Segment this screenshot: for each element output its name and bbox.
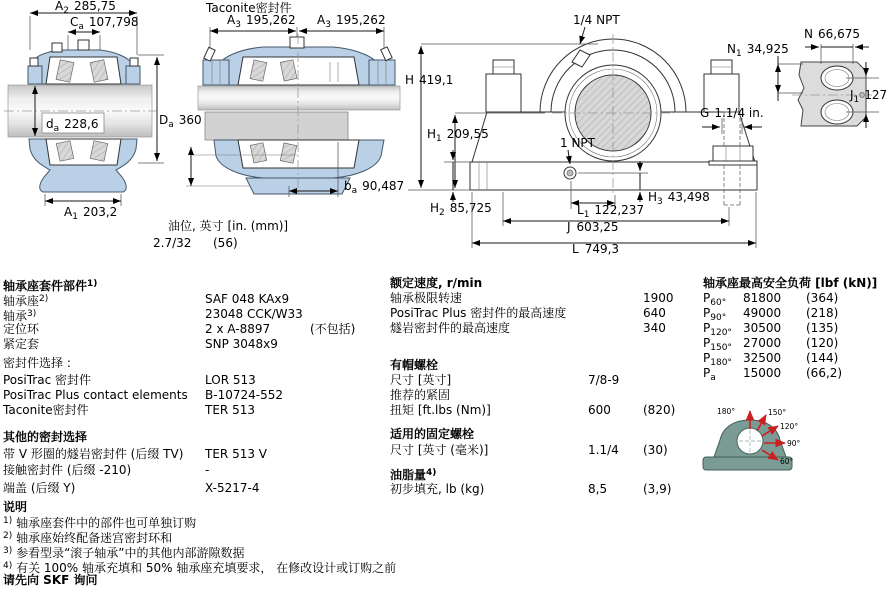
housing-parts-header: 轴承座套件部件$^{1)}$ (3, 279, 98, 293)
note-1: $^{1)}$ 轴承座套件中的部件也可单独订购 (3, 516, 197, 530)
npt-one-label: 1 NPT (560, 136, 595, 150)
oil-level-value-mm: (56) (213, 236, 238, 250)
dim-a2-label: $A_2$ 285,75 (55, 0, 116, 16)
seal-selection-header: 密封件选择 : (3, 356, 71, 370)
technical-drawings (0, 0, 890, 275)
note-2: $^{2)}$ 轴承座始终配备迷宫密封环和 (3, 531, 173, 545)
pillow-block-silhouette (703, 420, 792, 470)
shaft-taconite (198, 86, 400, 110)
dim-h-label: H 419,1 (405, 73, 454, 87)
dim-ca-label: $C_a$ 107,798 (70, 15, 139, 32)
dim-h3-label: $H_3$ 43,498 (648, 190, 710, 207)
safe-loads-header: 轴承座最高安全负荷 [lbf (kN)] (703, 276, 878, 290)
cap-bolt-torque-label1: 推荐的紧固 (390, 388, 451, 402)
dim-da-label: $d_a$ 228,6 (46, 117, 99, 134)
dim-a1-label: $A_1$ 203,2 (64, 205, 118, 222)
note-3: $^{3)}$ 参看型录“滚子轴承”中的其他内部游隙数据 (3, 546, 245, 560)
speed-ratings-header: 额定速度, r/min (390, 276, 483, 290)
dim-g-label: G 1.1/4 in. (700, 106, 764, 120)
datasheet-page: $A_2$ 285,75 $C_a$ 107,798 $d_a$ 228,6 $D_a$ 360 $A_1$ 203,2 Taconite密封件 $A_3$ 195,262 $A_3$ 195,262 $b_a$ 90,487 G 1.1/4 in. H 419,1 $H_1$ 209,55 $H_2$ 85,725 $H_3$ 43,498 $L_1$ 122,237 J 603,25 L 749,3 1/4 NPT 1 NPT N 66,675 $N_1$ 34,925 $J_1$ 127 油位, 英寸 [in. (mm)] 2.7/32 (56) 轴承座套件部件$^{1)}$ 轴承座$^{2)}$ SAF 048 KAx9 轴承$^{3)}$ 23048 CCK/W33 定位环 2 x A-8897 (不包括) 紧定套 SNP 3048x9 密封件选择 : PosiTrac 密封件 LOR 513 PosiTrac Plus contact elements B-10724-552 Taconite密封件 TER 513 其他的密封选择 带 V 形圈的燧岩密封件 (后缀 TV) TER 513 V 接触密封件 (后缀 -210) - 端盖 (后缀 Y) X-5217-4 说明 $^{1)}$ 轴承座套件中的部件也可单独订购 $^{2)}$ 轴承座始终配备迷宫密封环和 $^{3)}$ 参看型录“滚子轴承”中的其他内部游隙数据 $^{4)}$ 有关 100% 轴承充填和 50% 轴承座充填要求， 在修改设计或订购之前 请先向 SKF 询问 额定速度, r/min 轴承极限转速 1900 PosiTrac Plus 密封件的最高速度 640 燧岩密封件的最高速度 340 有帽螺栓 尺寸 [英寸] 7/8-9 推荐的紧固 扭矩 [ft.lbs (Nm)] 600 (820) 适用的固定螺栓 尺寸 [英寸 (毫米)] 1.1/4 (30) 油脂量$^{4)}$ 初步填充, lb (kg) 8,5 (3,9) 轴承座最高安全负荷 [lbf (kN)] $P_{60^\circ}$ 81800 (364) $P_{90^\circ}$ 49000 (218) $P_{120^\circ}$ 30500 (135) $P_{150^\circ}$ 27000 (120) $P_{180^\circ}$ 32500 (144) $P_a$ 15000 (66,2) 180° 150° 120° 90° 60° (0, 0, 890, 596)
angle-label-90: 90° (787, 439, 801, 448)
dim-l-label: L 749,3 (572, 242, 620, 256)
angle-label-120: 120° (780, 422, 799, 431)
dim-a3-left-label: $A_3$ 195,262 (227, 13, 296, 30)
dim-h2-label: $H_2$ 85,725 (430, 201, 492, 218)
taconite-title: Taconite密封件 (206, 1, 292, 15)
grease-header: 油脂量$^{4)}$ (390, 468, 437, 482)
dim-j-label: J 603,25 (567, 220, 619, 234)
anchor-bolt-nut (713, 146, 753, 161)
angle-label-150: 150° (768, 408, 787, 417)
taconite-section-view (186, 0, 404, 197)
shaft-step (205, 112, 348, 140)
note-4: $^{4)}$ 有关 100% 轴承充填和 50% 轴承座充填要求， 在修改设计或订购之前 (3, 561, 397, 575)
front-section-view (4, 0, 202, 222)
attachment-bolts-header: 适用的固定螺栓 (390, 427, 475, 441)
other-seals-header: 其他的密封选择 (3, 430, 88, 444)
oil-level-value-in: 2.7/32 (153, 236, 192, 250)
cap-bolts-header: 有帽螺栓 (390, 358, 439, 372)
dim-a3-right-label: $A_3$ 195,262 (317, 13, 386, 30)
angle-label-180: 180° (717, 407, 736, 416)
dim-j1-label: $J_1$ 127 (850, 88, 888, 105)
notes-header: 说明 (3, 500, 28, 514)
dim-ba-label: $b_a$ 90,487 (344, 179, 405, 196)
dim-h1-label: $H_1$ 209,55 (427, 127, 489, 144)
angle-label-60: 60° (780, 457, 794, 466)
npt-quarter-label: 1/4 NPT (573, 13, 620, 27)
oil-level-label: 油位, 英寸 [in. (mm)] (168, 219, 289, 233)
notes-footer: 请先向 SKF 询问 (3, 573, 98, 587)
dim-Da-label: $D_a$ 360 (159, 113, 202, 130)
side-view (405, 13, 764, 256)
dim-n-label: N 66,675 (804, 27, 860, 41)
dim-n1-label: $N_1$ 34,925 (727, 42, 789, 59)
dim-l1-label: $L_1$ 122,237 (577, 203, 645, 220)
load-direction-diagram (695, 402, 807, 494)
